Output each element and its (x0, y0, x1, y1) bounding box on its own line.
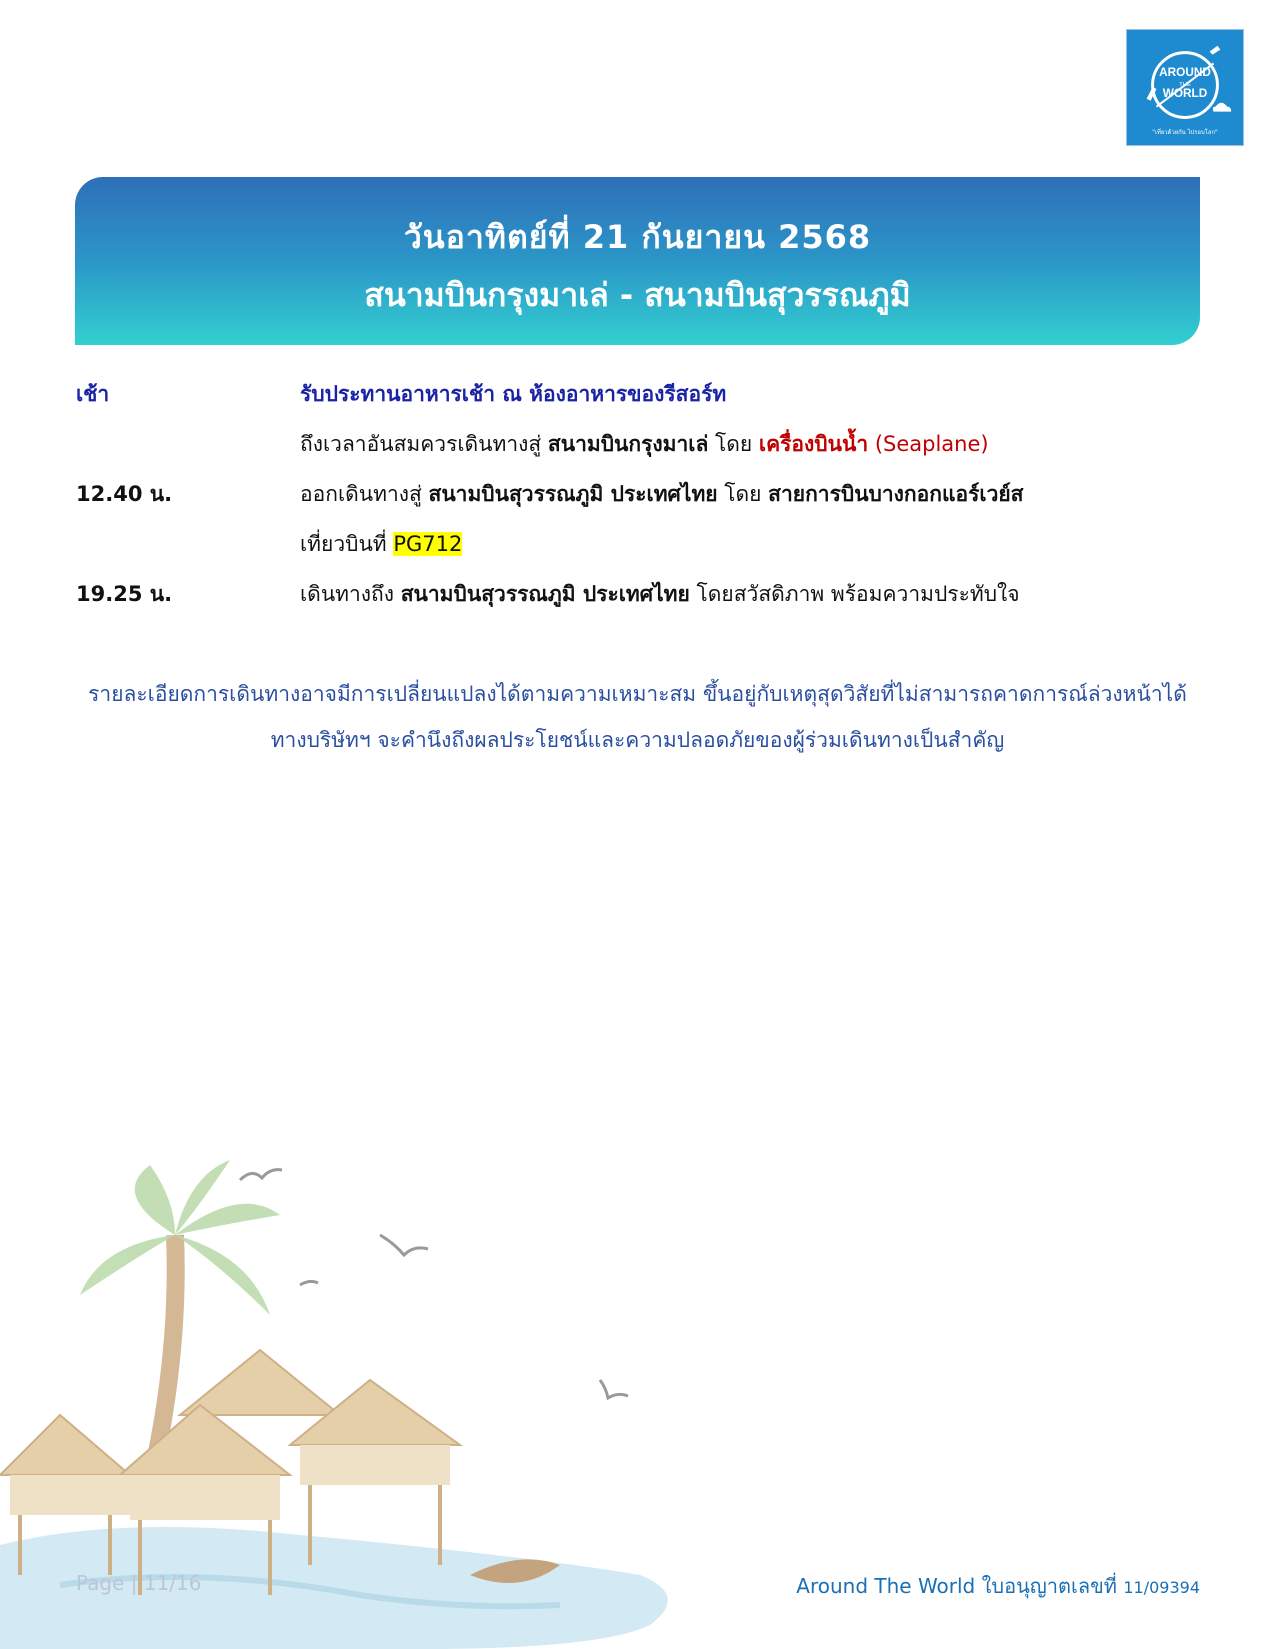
row-time: 12.40 น. (76, 482, 173, 506)
svg-text:THE: THE (1179, 82, 1191, 89)
svg-text:WORLD: WORLD (1162, 86, 1208, 100)
row-text: ออกเดินทางสู่ สนามบินสุวรรณภูมิ ประเทศไทย โดย สายการบินบางกอกแอร์เวย์ส (300, 482, 1024, 506)
itinerary-row (0, 428, 1275, 468)
row-text: เที่ยวบินที่ PG712 (300, 532, 463, 556)
row-text: รับประทานอาหารเช้า ณ ห้องอาหารของรีสอร์ท (300, 382, 727, 406)
itinerary-row (0, 578, 1275, 618)
company-logo (1126, 29, 1244, 146)
day-header-banner (75, 177, 1200, 345)
row-time: เช้า (76, 382, 110, 406)
company-name: Around The World (796, 1574, 976, 1598)
row-text: ถึงเวลาอันสมควรเดินทางสู่ สนามบินกรุงมาเล่ โดย เครื่องบินน้ำ (Seaplane) (300, 432, 989, 456)
page-number: Page | 11/16 (76, 1571, 202, 1595)
license-number: 11/09394 (1123, 1578, 1200, 1597)
svg-text:AROUND: AROUND (1159, 66, 1211, 80)
row-text: เดินทางถึง สนามบินสุวรรณภูมิ ประเทศไทย โดยสวัสดิภาพ พร้อมความประทับใจ (300, 582, 1020, 606)
itinerary-row (0, 478, 1275, 518)
itinerary-row (0, 378, 1275, 418)
notice-line-1: รายละเอียดการเดินทางอาจมีการเปลี่ยนแปลงได้ตามความเหมาะสม ขึ้นอยู่กับเหตุสุดวิสัยที่ไม่สามารถคาดการณ์ล่วงหน้าได้ (88, 682, 1187, 706)
flight-number: PG712 (393, 532, 463, 556)
svg-text:"เที่ยวด้วยกัน ไปรอบโลก": "เที่ยวด้วยกัน ไปรอบโลก" (1152, 130, 1218, 137)
day-route: สนามบินกรุงมาเล่ - สนามบินสุวรรณภูมิ (364, 276, 911, 314)
day-date: วันอาทิตย์ที่ 21 กันยายน 2568 (403, 218, 872, 256)
itinerary-row (0, 528, 1275, 568)
row-time: 19.25 น. (76, 582, 173, 606)
globe-logo-icon (1127, 30, 1243, 145)
notice-line-2: ทางบริษัทฯ จะคำนึงถึงผลประโยชน์และความปลอดภัยของผู้ร่วมเดินทางเป็นสำคัญ (270, 728, 1005, 752)
footer-license: Around The World ใบอนุญาตเลขที่ 11/09394 (796, 1574, 1200, 1598)
